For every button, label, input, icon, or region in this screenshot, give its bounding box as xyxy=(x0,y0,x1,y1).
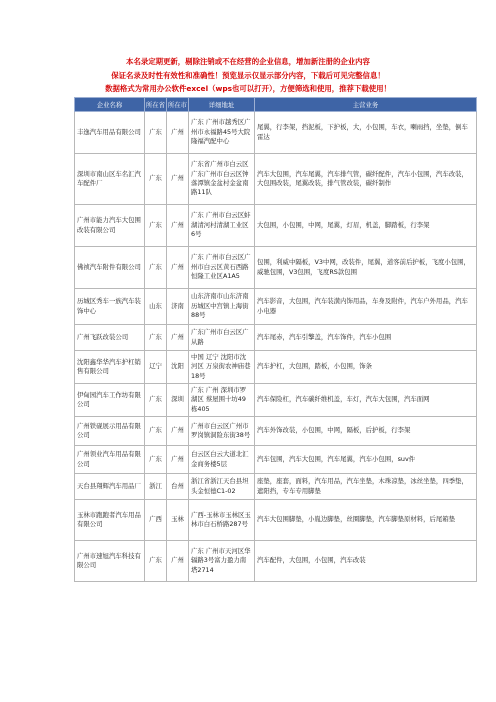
table-row xyxy=(75,112,477,154)
table-row xyxy=(75,474,477,500)
cell-address: 广东 广州 深圳市罗湖区 蔡屋围十坊49栋405 xyxy=(189,384,255,417)
cell-city: 台州 xyxy=(167,474,189,500)
cell-address: 白云区白云大道北汇金商务楼5层 xyxy=(189,446,255,474)
cell-business: 汽车大包围脚垫，小胤边脚垫，丝圈脚垫，汽车脚垫原材料，后尾箱垫 xyxy=(255,500,477,541)
cell-company-name: 广州领业汽车用品有限公司 xyxy=(75,446,145,474)
cell-province: 广东 xyxy=(145,325,167,351)
cell-province: 浙江 xyxy=(145,474,167,500)
header-company-name: 企业名称 xyxy=(75,98,145,112)
cell-address: 广东广州市白云区广从路 xyxy=(189,325,255,351)
cell-business: 汽车尾赤，汽车引擎盖，汽车饰件，汽车小包围 xyxy=(255,325,477,351)
cell-business: 汽车包围，汽车大包围，汽车尾翼，汽车小包围，suv件 xyxy=(255,446,477,474)
cell-business: 尾翼，行李架，挡泥板，下护板，大，小包围，车衣，喇雨挡，坐垫，倒车雷达 xyxy=(255,112,477,154)
cell-address: 广东 广州市白云区蚌湖清河村清湖工业区6号 xyxy=(189,205,255,247)
cell-address: 广东 广州市越秀区广州市永福路45号大院隆福汽配中心 xyxy=(189,112,255,154)
table-row xyxy=(75,154,477,205)
table-row xyxy=(75,205,477,247)
cell-city: 广州 xyxy=(167,205,189,247)
cell-address: 中国 辽宁 沈阳市沈河区 万泉街农神庙巷18号 xyxy=(189,351,255,384)
cell-company-name: 广州飞跃改装公司 xyxy=(75,325,145,351)
table-row xyxy=(75,325,477,351)
cell-province: 广东 xyxy=(145,154,167,205)
cell-company-name: 广州市能力汽车大包围改装有限公司 xyxy=(75,205,145,247)
cell-company-name: 广州市速旭汽车科技有限公司 xyxy=(75,541,145,582)
cell-company-name: 玉林市跑跑者汽车用品有限公司 xyxy=(75,500,145,541)
cell-business: 汽车保险杠，汽车碳纤维机盖，车灯，汽车大包围，汽车面网 xyxy=(255,384,477,417)
cell-province: 广东 xyxy=(145,247,167,289)
table-row xyxy=(75,500,477,541)
cell-city: 广州 xyxy=(167,541,189,582)
cell-city: 广州 xyxy=(167,446,189,474)
table-row xyxy=(75,541,477,582)
cell-company-name: 沈阳鑫华华汽车护杠销售有限公司 xyxy=(75,351,145,384)
cell-address: 广东 广州市天河区华辐路3号富力盈力南塔2714 xyxy=(189,541,255,582)
notice-line-3: 数据格式为常用办公软件excel（wps也可以打开），方便筛选和使用，推荐下载使用！ xyxy=(105,84,391,93)
table-row xyxy=(75,289,477,325)
cell-address: 广州市白云区广州市罗岗镇洞险东街38号 xyxy=(189,417,255,446)
cell-city: 沈阳 xyxy=(167,351,189,384)
cell-province: 广东 xyxy=(145,112,167,154)
header-province: 所在省 xyxy=(145,98,167,112)
cell-city: 济南 xyxy=(167,289,189,325)
table-row xyxy=(75,417,477,446)
notice-line-2: 保证名录及时性有效性和准确性！预览显示仅显示部分内容，下载后可见完整信息！ xyxy=(111,71,385,80)
cell-business: 包围，利威中隔板，V3中网，改装件，尾翼，道客前后护板，飞度小包围，威驰包围，V3包围，飞度RS款包围 xyxy=(255,247,477,289)
company-table xyxy=(74,97,477,582)
notice-line-1: 本名录定期更新，剔除注销或不在经营的企业信息，增加新注册的企业内容 xyxy=(126,57,370,66)
cell-city: 玉林 xyxy=(167,500,189,541)
cell-province: 广东 xyxy=(145,541,167,582)
header-city: 所在市 xyxy=(167,98,189,112)
cell-address: 山东济南市山东济南历城区中宫镇上海街88号 xyxy=(189,289,255,325)
cell-city: 广州 xyxy=(167,325,189,351)
cell-business: 汽车护杠，大包围，踏板，小包围，饰条 xyxy=(255,351,477,384)
cell-province: 山东 xyxy=(145,289,167,325)
cell-city: 广州 xyxy=(167,112,189,154)
cell-province: 广东 xyxy=(145,417,167,446)
header-business: 主营业务 xyxy=(255,98,477,112)
cell-business: 大包围，小包围，中网，尾翼，灯眉，机盖，脚踏板，行李架 xyxy=(255,205,477,247)
cell-company-name: 历城区秀车一族汽车装饰中心 xyxy=(75,289,145,325)
cell-business: 汽车影音，大包围，汽车装潢内饰用品，车身及附件，汽车户外用品，汽车小电器 xyxy=(255,289,477,325)
cell-province: 广西 xyxy=(145,500,167,541)
table-row xyxy=(75,247,477,289)
cell-company-name: 深圳市南山区车名汇汽车配件厂 xyxy=(75,154,145,205)
cell-business: 汽车大包围，汽车尾翼，汽车排气管，碳纤配件，汽车小包围，汽车改装，大包围改装，尾翼改装，排气管改装，碳纤制作 xyxy=(255,154,477,205)
cell-province: 广东 xyxy=(145,205,167,247)
table-row xyxy=(75,384,477,417)
cell-address: 广东 广州市白云区广州市白云区黄石西路恒隆工业区A1A5 xyxy=(189,247,255,289)
cell-company-name: 丰逸汽车用品有限公司 xyxy=(75,112,145,154)
cell-company-name: 广州铁砚展示用品有限公司 xyxy=(75,417,145,446)
cell-company-name: 天台县翔辉汽车用品厂 xyxy=(75,474,145,500)
cell-business: 汽车外饰改装，小包围，中网，隔板，后护板，行李架 xyxy=(255,417,477,446)
cell-address: 浙江省浙江天台县坦头金恒德C1-02 xyxy=(189,474,255,500)
cell-address: 广东省广州市白云区广东广州市白云区钟落潭镇金盆村金盆南路11队 xyxy=(189,154,255,205)
cell-province: 广东 xyxy=(145,446,167,474)
cell-business: 汽车配件，大包围，小包围，汽车改装 xyxy=(255,541,477,582)
cell-company-name: 伊甸园汽车工作坊有限公司 xyxy=(75,384,145,417)
cell-city: 广州 xyxy=(167,417,189,446)
table-row xyxy=(75,351,477,384)
cell-address: 广西-玉林市玉林区玉林市白石桥路287号 xyxy=(189,500,255,541)
table-row xyxy=(75,446,477,474)
cell-province: 广东 xyxy=(145,384,167,417)
cell-city: 广州 xyxy=(167,154,189,205)
table-header-row xyxy=(75,98,477,112)
cell-city: 广州 xyxy=(167,247,189,289)
cell-business: 座垫，座套，面料，汽车用品，汽车坐垫，木珠凉垫，冰丝坐垫，四季垫，遮阳挡，专车专用脚垫 xyxy=(255,474,477,500)
cell-province: 辽宁 xyxy=(145,351,167,384)
cell-company-name: 佛祯汽车附件有限公司 xyxy=(75,247,145,289)
header-address: 详细地址 xyxy=(189,98,255,112)
cell-city: 深圳 xyxy=(167,384,189,417)
